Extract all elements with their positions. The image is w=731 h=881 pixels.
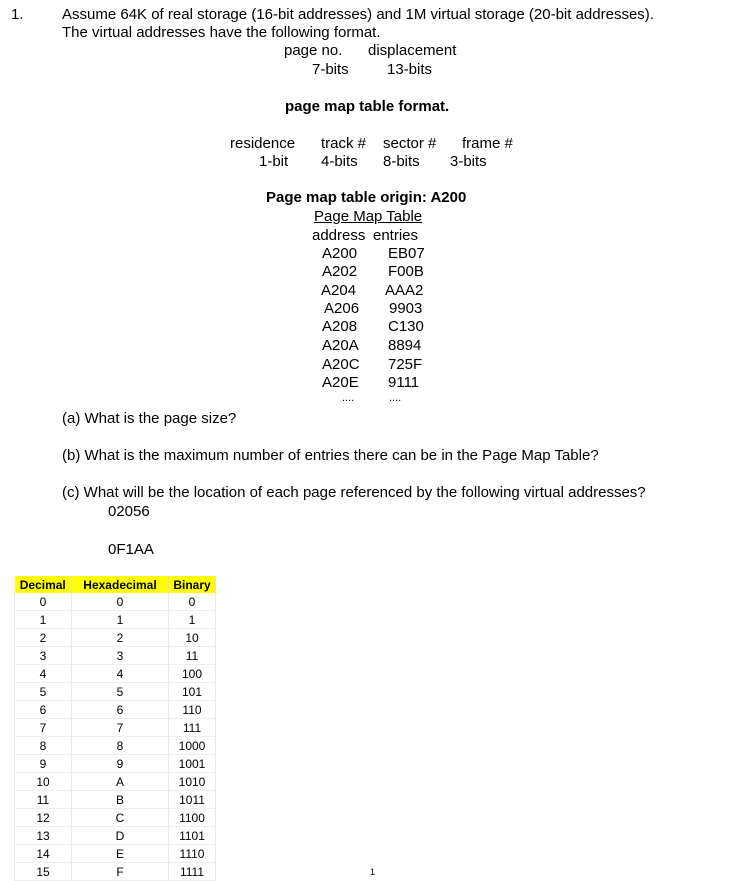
pmt-row bbox=[322, 282, 442, 300]
page-number: 1 bbox=[370, 867, 376, 877]
table-row bbox=[15, 791, 216, 809]
pmt-title: Page Map Table bbox=[314, 208, 423, 225]
pmt-format-title: page map table format. bbox=[285, 98, 450, 115]
pmt-address: A20E bbox=[322, 374, 359, 391]
binary-cell: 101 bbox=[169, 683, 216, 701]
decimal-cell: 9 bbox=[15, 755, 72, 773]
binary-cell: 1101 bbox=[169, 827, 216, 845]
binary-cell: 1110 bbox=[169, 845, 216, 863]
pmt-entry: 8894 bbox=[388, 337, 422, 354]
pmt-col-entries: entries bbox=[373, 227, 419, 244]
hex-cell: 8 bbox=[72, 737, 169, 755]
pmt-row bbox=[322, 245, 442, 263]
pmt-field-track: track # bbox=[321, 135, 367, 152]
pmt-entry: 9111 bbox=[388, 374, 420, 391]
table-row bbox=[15, 773, 216, 791]
hex-cell: E bbox=[72, 845, 169, 863]
pmt-row bbox=[322, 300, 442, 318]
hex-cell: 5 bbox=[72, 683, 169, 701]
pmt-row bbox=[322, 337, 442, 355]
hex-cell: 0 bbox=[72, 593, 169, 611]
decimal-cell: 2 bbox=[15, 629, 72, 647]
table-row bbox=[15, 863, 216, 881]
table-row bbox=[15, 719, 216, 737]
pmt-address: A206 bbox=[324, 300, 360, 317]
pmt-address: A202 bbox=[322, 263, 358, 280]
pmt-address: A200 bbox=[322, 245, 358, 262]
pmt-entry: AAA2 bbox=[385, 282, 424, 299]
pmt-entry: 9903 bbox=[389, 300, 423, 317]
binary-cell: 1011 bbox=[169, 791, 216, 809]
binary-cell: 1000 bbox=[169, 737, 216, 755]
question-c: (c) What will be the location of each page referenced by the following virtual addresses? bbox=[62, 484, 646, 501]
decimal-cell: 0 bbox=[15, 593, 72, 611]
va-field-page-bits: 7-bits bbox=[312, 61, 349, 78]
header-binary: Binary bbox=[169, 576, 216, 593]
decimal-cell: 15 bbox=[15, 863, 72, 881]
question-b: (b) What is the maximum number of entries there can be in the Page Map Table? bbox=[62, 447, 599, 464]
va-field-page-no: page no. bbox=[284, 42, 343, 59]
va-field-displacement-bits: 13-bits bbox=[387, 61, 433, 78]
pmt-bits-residence: 1-bit bbox=[259, 153, 289, 170]
decimal-cell: 7 bbox=[15, 719, 72, 737]
decimal-cell: 11 bbox=[15, 791, 72, 809]
question-a: (a) What is the page size? bbox=[62, 410, 237, 427]
hex-cell: 3 bbox=[72, 647, 169, 665]
table-row bbox=[15, 665, 216, 683]
hex-cell: D bbox=[72, 827, 169, 845]
pmt-entry: C130 bbox=[388, 318, 424, 335]
pmt-address: A204 bbox=[321, 282, 357, 299]
decimal-cell: 10 bbox=[15, 773, 72, 791]
pmt-address: A208 bbox=[322, 318, 358, 335]
pmt-col-address: address bbox=[312, 227, 366, 244]
table-row bbox=[15, 647, 216, 665]
decimal-cell: 12 bbox=[15, 809, 72, 827]
virtual-address-1: 02056 bbox=[108, 503, 150, 520]
pmt-field-sector: sector # bbox=[383, 135, 437, 152]
pmt-entry: EB07 bbox=[388, 245, 425, 262]
binary-cell: 10 bbox=[169, 629, 216, 647]
binary-cell: 1111 bbox=[169, 863, 216, 881]
pmt-row bbox=[322, 263, 442, 281]
binary-cell: 0 bbox=[169, 593, 216, 611]
pmt-address: A20C bbox=[322, 356, 360, 373]
question-line-2: The virtual addresses have the following format. bbox=[62, 24, 381, 41]
hex-cell: A bbox=[72, 773, 169, 791]
table-row bbox=[15, 611, 216, 629]
table-row bbox=[15, 845, 216, 863]
hex-cell: B bbox=[72, 791, 169, 809]
table-row bbox=[15, 755, 216, 773]
hex-cell: 1 bbox=[72, 611, 169, 629]
decimal-cell: 3 bbox=[15, 647, 72, 665]
binary-cell: 110 bbox=[169, 701, 216, 719]
hex-cell: 9 bbox=[72, 755, 169, 773]
pmt-bits-track: 4-bits bbox=[321, 153, 358, 170]
binary-cell: 1 bbox=[169, 611, 216, 629]
pmt-row bbox=[322, 318, 442, 336]
decimal-cell: 6 bbox=[15, 701, 72, 719]
table-row bbox=[15, 629, 216, 647]
hex-cell: C bbox=[72, 809, 169, 827]
table-row bbox=[15, 809, 216, 827]
hex-cell: 6 bbox=[72, 701, 169, 719]
number-table-header-row bbox=[15, 576, 216, 593]
binary-cell: 100 bbox=[169, 665, 216, 683]
question-number: 1. bbox=[11, 6, 24, 23]
va-field-displacement: displacement bbox=[368, 42, 457, 59]
decimal-cell: 14 bbox=[15, 845, 72, 863]
pmt-bits-sector: 8-bits bbox=[383, 153, 420, 170]
binary-cell: 11 bbox=[169, 647, 216, 665]
decimal-cell: 8 bbox=[15, 737, 72, 755]
binary-cell: 1100 bbox=[169, 809, 216, 827]
pmt-row bbox=[322, 374, 442, 392]
hex-cell: F bbox=[72, 863, 169, 881]
pmt-address: A20A bbox=[322, 337, 359, 354]
pmt-origin: Page map table origin: A200 bbox=[266, 189, 467, 206]
question-line-1: Assume 64K of real storage (16-bit addresses) and 1M virtual storage (20-bit addresses). bbox=[62, 6, 654, 23]
table-row bbox=[15, 593, 216, 611]
pmt-entry: F00B bbox=[388, 263, 424, 280]
header-decimal: Decimal bbox=[15, 576, 72, 593]
binary-cell: 1001 bbox=[169, 755, 216, 773]
decimal-cell: 13 bbox=[15, 827, 72, 845]
pmt-entry: 725F bbox=[388, 356, 423, 373]
decimal-cell: 5 bbox=[15, 683, 72, 701]
binary-cell: 1010 bbox=[169, 773, 216, 791]
binary-cell: 111 bbox=[169, 719, 216, 737]
table-row bbox=[15, 701, 216, 719]
number-system-table bbox=[14, 576, 216, 881]
virtual-address-2: 0F1AA bbox=[108, 541, 154, 558]
pmt-row-ellipsis bbox=[322, 392, 442, 410]
table-row bbox=[15, 683, 216, 701]
pmt-entry-ellipsis: .... bbox=[389, 392, 402, 404]
decimal-cell: 1 bbox=[15, 611, 72, 629]
table-row bbox=[15, 827, 216, 845]
hex-cell: 4 bbox=[72, 665, 169, 683]
header-hexadecimal: Hexadecimal bbox=[72, 576, 169, 593]
decimal-cell: 4 bbox=[15, 665, 72, 683]
pmt-field-residence: residence bbox=[230, 135, 296, 152]
pmt-bits-frame: 3-bits bbox=[450, 153, 487, 170]
pmt-row bbox=[322, 356, 442, 374]
hex-cell: 7 bbox=[72, 719, 169, 737]
table-row bbox=[15, 737, 216, 755]
pmt-field-frame: frame # bbox=[462, 135, 513, 152]
hex-cell: 2 bbox=[72, 629, 169, 647]
pmt-address-ellipsis: .... bbox=[342, 392, 355, 404]
